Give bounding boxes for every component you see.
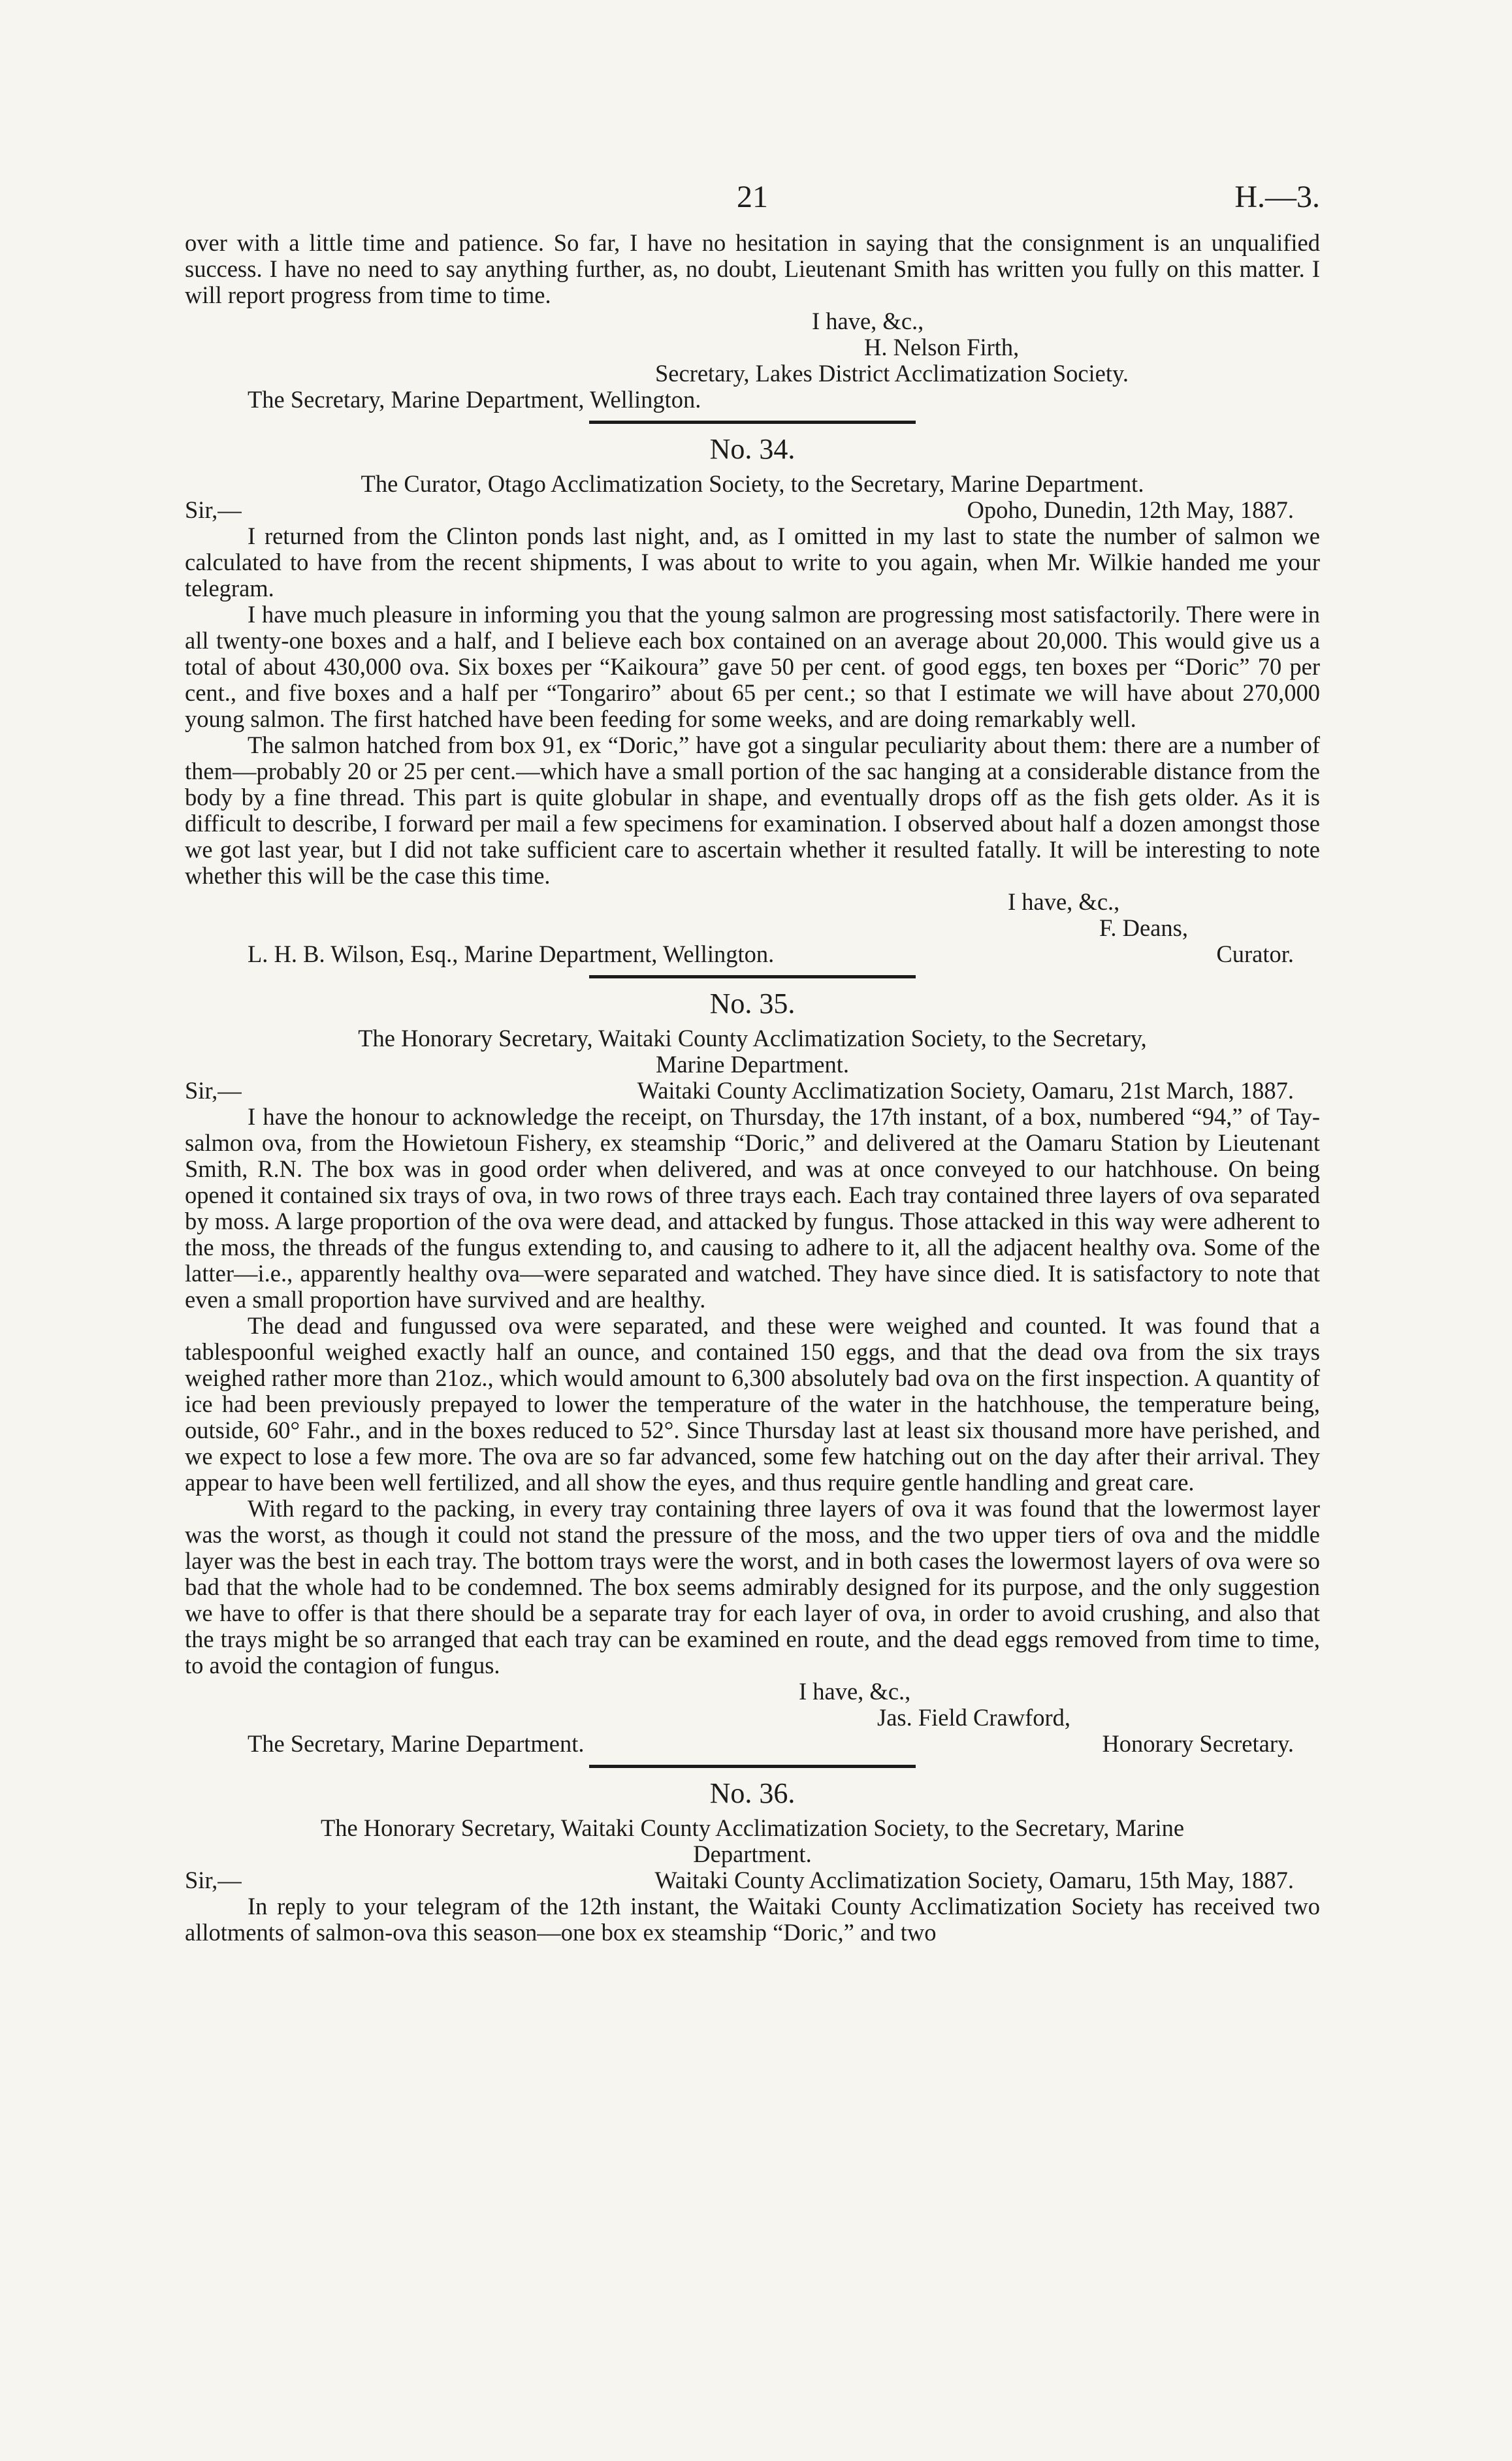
letter-title-continued: Marine Department. bbox=[656, 1051, 849, 1078]
letter-36 bbox=[185, 1777, 1320, 1946]
paragraph: The salmon hatched from box 91, ex “Doric,” have got a singular peculiarity about them: there are a number of them—probably 20 or 25 per cent.—which have a small portion of the sac hanging at a considerable distance from the body by a fine thread. This part is quite globular in shape, and eventually drops off as the fish gets older. As it is difficult to describe, I forward per mail a few specimens for examination. I observed about half a dozen amongst those we got last year, but I did not take sufficient care to ascertain whether it resulted fatally. It will be interesting to note whether this will be the case this time. bbox=[185, 732, 1320, 889]
salutation-row bbox=[185, 1078, 1320, 1104]
page-number: 21 bbox=[737, 180, 768, 214]
addressee: The Secretary, Marine Department, Wellington. bbox=[248, 386, 701, 413]
letter-number: No. 35. bbox=[709, 988, 796, 1020]
closing: I have, &c., bbox=[799, 1678, 911, 1705]
letter-title-continued: Department. bbox=[693, 1841, 812, 1867]
place-date: Waitaki County Acclimatization Society, Oamaru, 15th May, 1887. bbox=[654, 1867, 1294, 1893]
letter-title: The Honorary Secretary, Waitaki County Acclimatization Society, to the Secretary, bbox=[358, 1025, 1147, 1052]
salutation: Sir,— bbox=[185, 496, 242, 523]
letter-continuation bbox=[185, 230, 1320, 413]
letter-number: No. 36. bbox=[709, 1777, 796, 1809]
place-date: Waitaki County Acclimatization Society, Oamaru, 21st March, 1887. bbox=[637, 1077, 1294, 1104]
signature: H. Nelson Firth, bbox=[864, 334, 1020, 361]
salutation-row bbox=[185, 497, 1320, 523]
paragraph: I have much pleasure in informing you that the young salmon are progressing most satisfactorily. There were in all twenty-one boxes and a half, and I believe each box contained on an average about 20,000. This would give us a total of about 430,000 ova. Six boxes per “Kaikoura” gave 50 per cent. of good eggs, ten boxes per “Doric” 70 per cent., and five boxes and a half per “Tongariro” about 65 per cent.; so that I estimate we will have about 270,000 young salmon. The first hatched have been feeding for some weeks, and are doing remarkably well. bbox=[185, 601, 1320, 732]
salutation: Sir,— bbox=[185, 1077, 242, 1104]
section-divider bbox=[589, 975, 916, 978]
letter-title: The Curator, Otago Acclimatization Society, to the Secretary, Marine Department. bbox=[361, 470, 1144, 497]
salutation: Sir,— bbox=[185, 1867, 242, 1893]
letter-35 bbox=[185, 988, 1320, 1757]
paragraph: The dead and fungussed ova were separated, and these were weighed and counted. It was found that a tablespoonful weighed exactly half an ounce, and contained 150 eggs, and that the dead ova from the six trays weighed rather more than 21oz., which would amount to 6,300 absolutely bad ova on the first inspection. A quantity of ice had been previously prepayed to lower the temperature of the water in the hatchhouse, the temperature being, outside, 60° Fahr., and in the boxes reduced to 52°. Since Thursday last at least six thousand more have perished, and we expect to lose a few more. The ova are so far advanced, some few hatching out on the day after their arrival. They appear to have been well fertilized, and all show the eyes, and thus require gentle handling and great care. bbox=[185, 1312, 1320, 1496]
signature-title: Secretary, Lakes District Acclimatization Society. bbox=[655, 360, 1129, 387]
document-reference: H.—3. bbox=[1234, 180, 1320, 214]
addressee-row bbox=[185, 1731, 1320, 1757]
section-divider bbox=[589, 1765, 916, 1768]
paragraph: In reply to your telegram of the 12th instant, the Waitaki County Acclimatization Society has received two allotments of salmon-ova this season—one box ex steamship “Doric,” and two bbox=[185, 1893, 1320, 1946]
salutation-row bbox=[185, 1867, 1320, 1893]
letter-title: The Honorary Secretary, Waitaki County Acclimatization Society, to the Secretary, Marine bbox=[320, 1814, 1185, 1841]
addressee: L. H. B. Wilson, Esq., Marine Department, Wellington. bbox=[248, 941, 775, 967]
addressee-row bbox=[185, 941, 1320, 967]
document-page bbox=[185, 180, 1320, 1948]
letter-34 bbox=[185, 433, 1320, 967]
letter-number: No. 34. bbox=[709, 433, 796, 465]
signature-title: Honorary Secretary. bbox=[1102, 1730, 1294, 1757]
page-header bbox=[185, 180, 1320, 230]
paragraph: I returned from the Clinton ponds last night, and, as I omitted in my last to state the number of salmon we calculated to have from the recent shipments, I was about to write to you again, when Mr. Wilkie handed me your telegram. bbox=[185, 523, 1320, 602]
signature: F. Deans, bbox=[1099, 914, 1188, 941]
paragraph: With regard to the packing, in every tray containing three layers of ova it was found that the lowermost layer was the worst, as though it could not stand the pressure of the moss, and the two upper tiers of ova and the middle layer was the best in each tray. The bottom trays were the worst, and in both cases the lowermost layers of ova were so bad that the whole had to be condemned. The box seems admirably designed for its purpose, and the only suggestion we have to offer is that there should be a separate tray for each layer of ova, in order to avoid crushing, and also that the trays might be so arranged that each tray can be examined en route, and the dead eggs removed from time to time, to avoid the contagion of fungus. bbox=[185, 1495, 1320, 1679]
paragraph: I have the honour to acknowledge the receipt, on Thursday, the 17th instant, of a box, numbered “94,” of Tay-salmon ova, from the Howietoun Fishery, ex steamship “Doric,” and delivered at the Oamaru Station by Lieutenant Smith, R.N. The box was in good order when delivered, and was at once conveyed to our hatchhouse. On being opened it contained six trays of ova, in two rows of three trays each. Each tray contained three layers of ova separated by moss. A large proportion of the ova were dead, and attacked by fungus. Those attacked in this way were adherent to the moss, the threads of the fungus extending to, and causing to adhere to it, all the adjacent healthy ova. Some of the latter—i.e., apparently healthy ova—were separated and watched. They have since died. It is satisfactory to note that even a small proportion have survived and are healthy. bbox=[185, 1103, 1320, 1313]
signature: Jas. Field Crawford, bbox=[877, 1704, 1071, 1731]
letter-body: over with a little time and patience. So far, I have no hesitation in saying that the consignment is an unqualified success. I have no need to say anything further, as, no doubt, Lieutenant Smith has written you fully on this matter. I will report progress from time to time. bbox=[185, 229, 1320, 308]
place-date: Opoho, Dunedin, 12th May, 1887. bbox=[967, 496, 1294, 523]
section-divider bbox=[589, 421, 916, 424]
closing: I have, &c., bbox=[812, 308, 924, 334]
signature-title: Curator. bbox=[1216, 941, 1294, 967]
addressee: The Secretary, Marine Department. bbox=[248, 1730, 585, 1757]
closing: I have, &c., bbox=[1008, 888, 1120, 915]
